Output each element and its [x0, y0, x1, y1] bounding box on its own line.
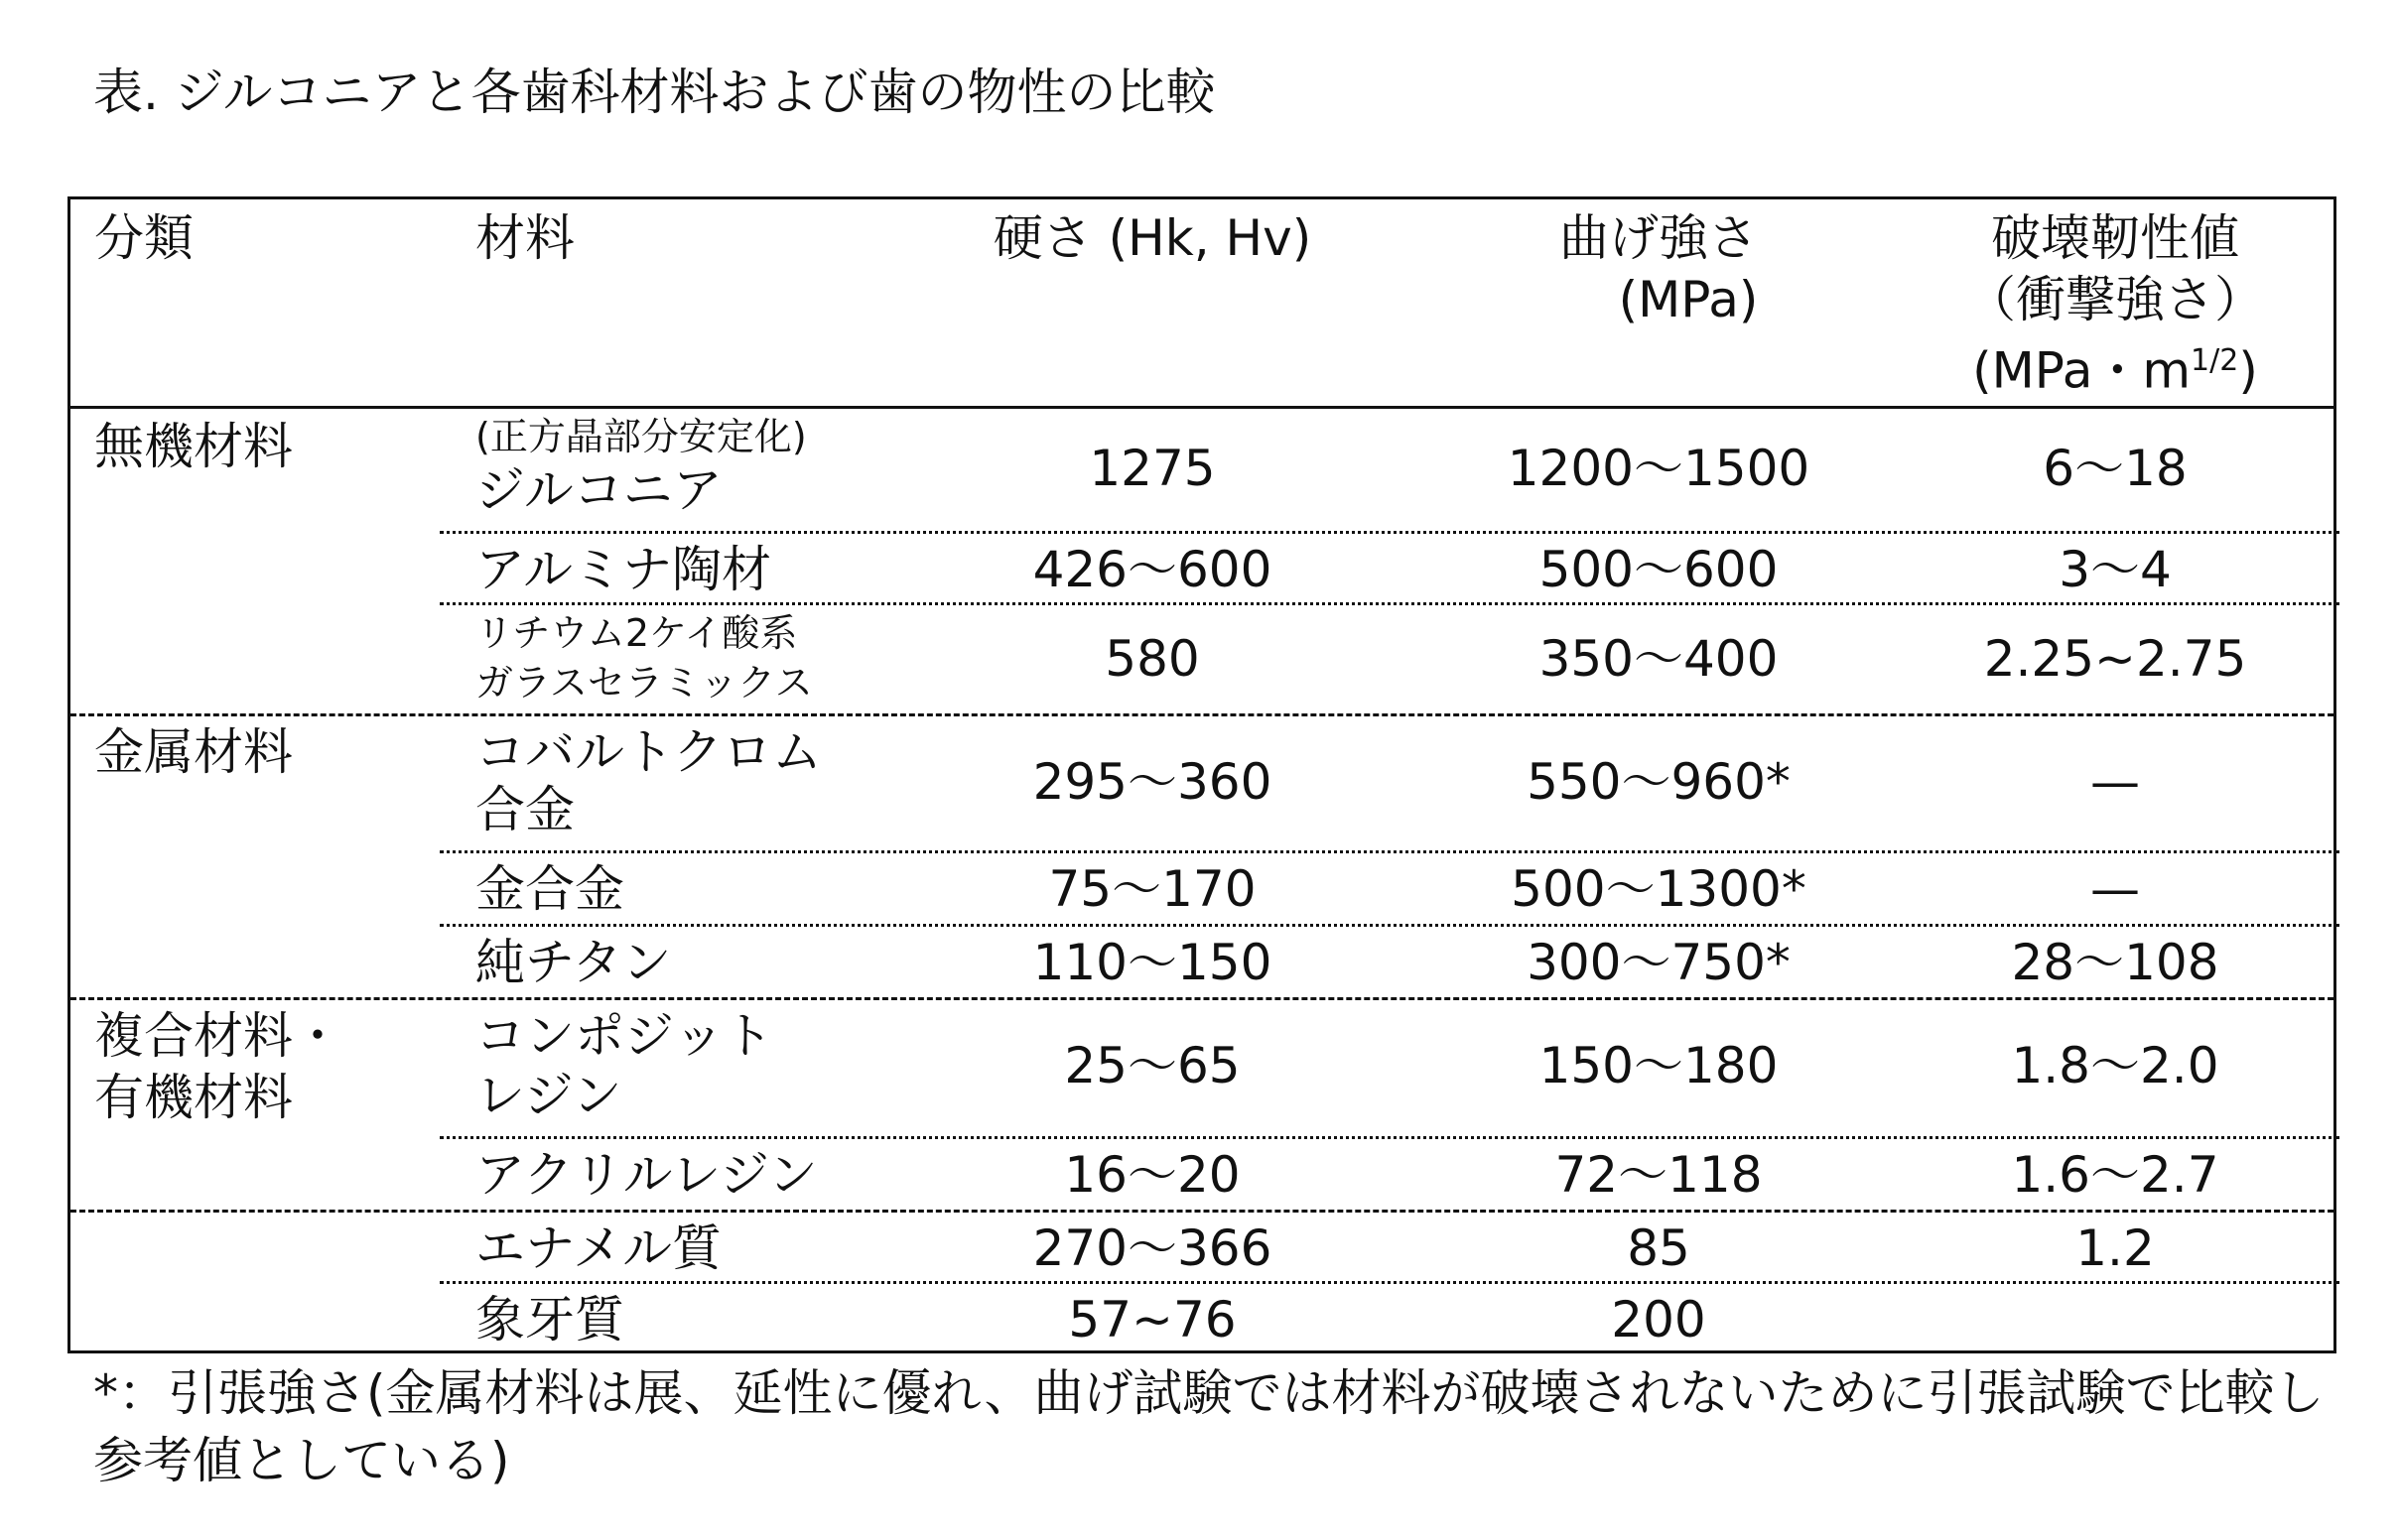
- row-lithium-toughness: 2.25~2.75: [1983, 630, 2247, 688]
- row-zirconia-sub: (正方晶部分安定化): [475, 415, 807, 458]
- row-zirconia-toughness: 6〜18: [2043, 440, 2188, 497]
- row-cocr-material-line1: コバルトクロム: [475, 723, 822, 781]
- header-divider: [70, 406, 2333, 409]
- row-alumina-strength: 500〜600: [1538, 541, 1779, 598]
- row-gold-strength: 500〜1300*: [1511, 860, 1806, 918]
- row-alumina-toughness: 3〜4: [2059, 541, 2172, 598]
- header-toughness-unit-end: ): [2238, 341, 2258, 400]
- header-material: 材料: [475, 209, 575, 267]
- row-lithium-hardness: 580: [1105, 630, 1200, 688]
- row-composite-material-line1: コンポジット: [475, 1007, 773, 1065]
- row-cocr-hardness: 295〜360: [1032, 753, 1272, 811]
- header-toughness-superscript: 1/2: [2191, 343, 2239, 378]
- row-cocr-strength: 550〜960*: [1527, 753, 1791, 811]
- row-enamel-toughness: 1.2: [2075, 1219, 2155, 1277]
- row-zirconia-hardness: 1275: [1089, 440, 1216, 497]
- header-toughness-line2: （衝撃強さ）: [1966, 271, 2264, 328]
- group-metal: 金属材料: [94, 723, 293, 781]
- row-enamel-hardness: 270〜366: [1032, 1219, 1272, 1277]
- row-divider: [440, 1136, 2339, 1139]
- row-composite-toughness: 1.8〜2.0: [2011, 1037, 2219, 1094]
- row-zirconia-material: ジルコニア: [475, 461, 723, 519]
- footnote: *：引張強さ(金属材料は展、延性に優れ、曲げ試験では材料が破壊されないために引張試験で比較し参考値としている): [93, 1364, 2325, 1489]
- table-title: 表. ジルコニアと各歯科材料および歯の物性の比較: [93, 64, 1216, 121]
- row-titanium-strength: 300〜750*: [1527, 934, 1791, 991]
- row-lithium-material-line2: ガラスセラミックス: [475, 661, 813, 705]
- row-composite-strength: 150〜180: [1538, 1037, 1779, 1094]
- header-toughness-line3: [1897, 330, 2333, 402]
- group-composite-line1: 複合材料・: [94, 1007, 342, 1065]
- header-hardness: 硬さ (Hk, Hv): [993, 209, 1312, 267]
- row-divider: [440, 924, 2339, 927]
- row-alumina-material: アルミナ陶材: [475, 541, 771, 598]
- row-enamel-strength: 85: [1627, 1219, 1690, 1277]
- row-titanium-material: 純チタン: [475, 934, 672, 991]
- header-toughness-unit: (MPa・m: [1972, 341, 2192, 400]
- header-strength-line2: (MPa): [1618, 271, 1759, 328]
- row-divider: [440, 602, 2339, 605]
- row-acrylic-material: アクリルレジン: [475, 1146, 818, 1204]
- row-gold-toughness: —: [2090, 860, 2140, 918]
- group-inorganic: 無機材料: [94, 418, 293, 475]
- row-gold-material: 金合金: [475, 860, 624, 918]
- row-alumina-hardness: 426〜600: [1032, 541, 1272, 598]
- row-acrylic-hardness: 16〜20: [1064, 1146, 1241, 1204]
- row-titanium-toughness: 28〜108: [2011, 934, 2219, 991]
- group-divider: [70, 997, 2333, 1000]
- group-composite: [94, 1005, 342, 1128]
- row-cocr-toughness: —: [2090, 753, 2140, 811]
- row-gold-hardness: 75〜170: [1048, 860, 1257, 918]
- row-lithium-material-line1: リチウム2ケイ酸系: [475, 611, 798, 655]
- row-composite-hardness: 25〜65: [1064, 1037, 1241, 1094]
- group-composite-line2: 有機材料: [94, 1069, 293, 1126]
- header-category: 分類: [94, 209, 194, 267]
- row-divider: [440, 1281, 2339, 1284]
- row-divider: [440, 531, 2339, 534]
- property-table: [67, 196, 2336, 1353]
- header-toughness: [1897, 207, 2333, 402]
- row-composite-material-line2: レジン: [475, 1067, 622, 1124]
- row-enamel-material: エナメル質: [475, 1219, 722, 1277]
- row-divider: [440, 850, 2339, 853]
- row-titanium-hardness: 110〜150: [1032, 934, 1272, 991]
- row-dentin-hardness: 57~76: [1068, 1291, 1237, 1348]
- header-strength: [1410, 207, 1907, 330]
- row-cocr-material-line2: 合金: [475, 781, 575, 838]
- row-dentin-strength: 200: [1611, 1291, 1706, 1348]
- row-zirconia-strength: 1200〜1500: [1507, 440, 1810, 497]
- row-lithium-strength: 350〜400: [1538, 630, 1779, 688]
- row-acrylic-strength: 72〜118: [1554, 1146, 1763, 1204]
- header-toughness-line1: 破壊靭性値: [1991, 209, 2239, 267]
- row-dentin-material: 象牙質: [475, 1291, 624, 1348]
- row-acrylic-toughness: 1.6〜2.7: [2011, 1146, 2219, 1204]
- group-divider: [70, 1210, 2333, 1213]
- header-strength-line1: 曲げ強さ: [1559, 209, 1758, 267]
- group-divider: [70, 713, 2333, 716]
